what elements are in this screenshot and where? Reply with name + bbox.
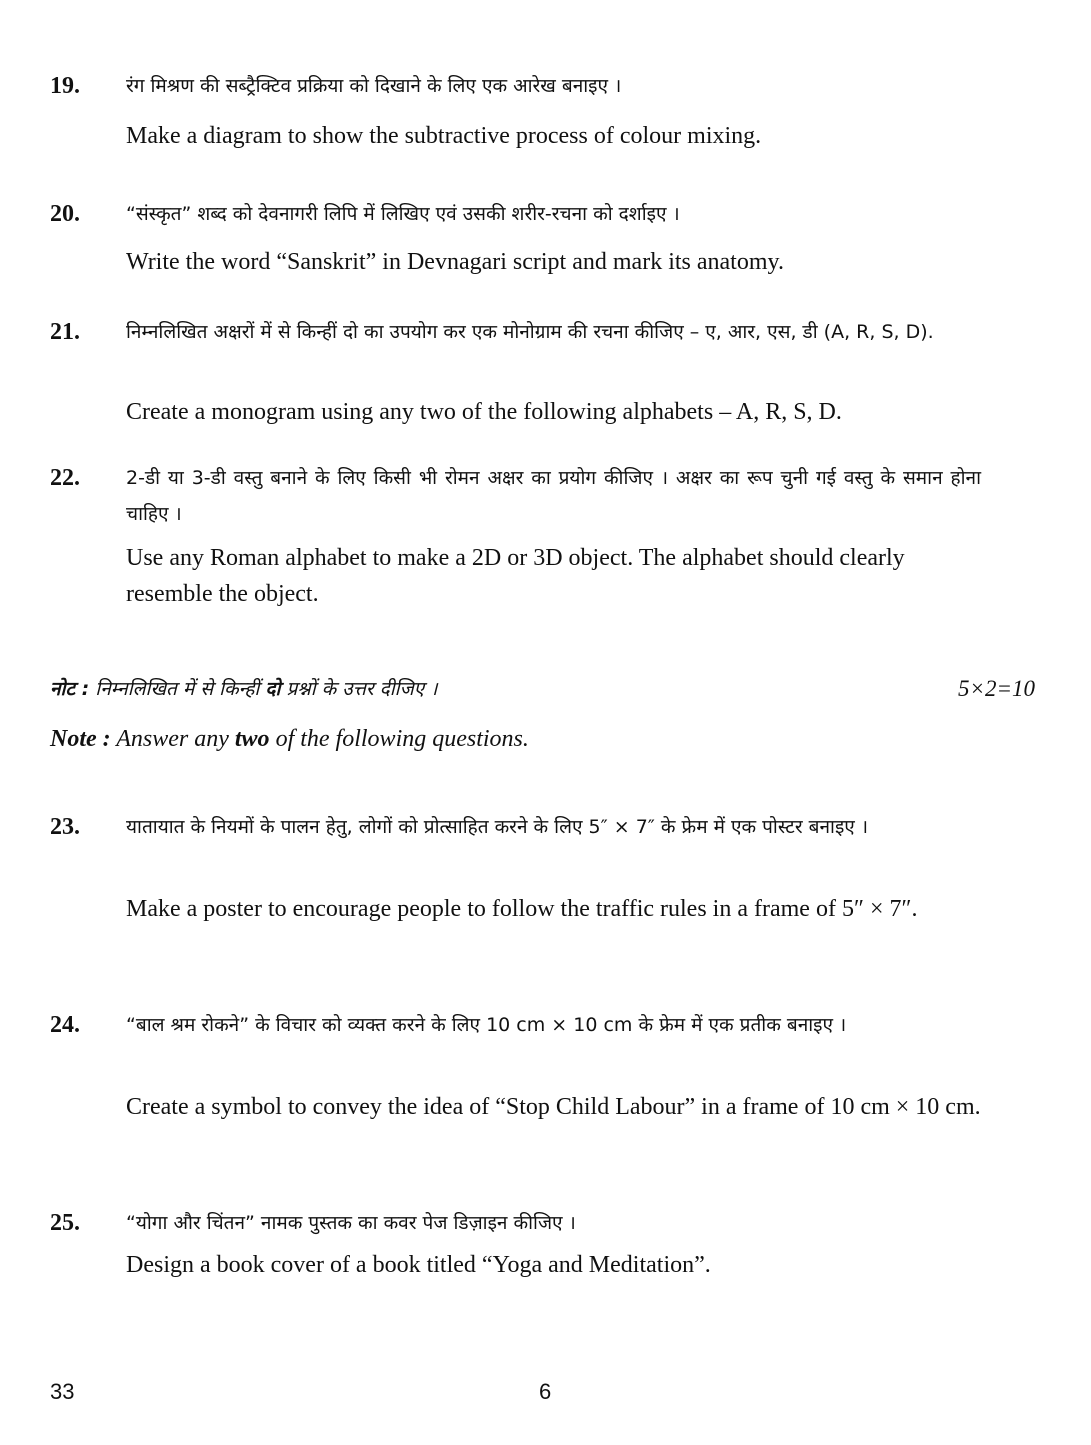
note-label-english: Note :: [50, 726, 111, 752]
question-number: 21.: [50, 319, 80, 345]
question-text-hindi: रंग मिश्रण की सब्ट्रैक्टिव प्रक्रिया को दिखाने के लिए एक आरेख बनाइए ।: [126, 75, 622, 97]
question-number: 19.: [50, 73, 80, 99]
question-text-hindi: “योगा और चिंतन” नामक पुस्तक का कवर पेज डिज़ाइन कीजिए ।: [126, 1212, 576, 1234]
question-text-english: Use any Roman alphabet to make a 2D or 3D object. The alphabet should clearly resemble the object.: [126, 545, 905, 607]
note-text-english-1: Answer any: [110, 726, 235, 752]
question-text-hindi: निम्नलिखित अक्षरों में से किन्हीं दो का उपयोग कर एक मोनोग्राम की रचना कीजिए – ए, आर, एस, डी (A, R, S, D).: [126, 321, 934, 343]
note-english: [50, 722, 529, 756]
note-text-english-2: of the following questions.: [269, 726, 529, 752]
question-text-hindi: यातायात के नियमों के पालन हेतु, लोगों को प्रोत्साहित करने के लिए 5″ × 7″ के फ्रेम में एक पोस्टर बनाइए ।: [126, 816, 869, 838]
page-number: 6: [539, 1379, 552, 1404]
question-text-english: Create a symbol to convey the idea of “Stop Child Labour” in a frame of 10 cm × 10 cm.: [126, 1094, 981, 1120]
question-number: 20.: [50, 201, 80, 227]
question-text-english: Write the word “Sanskrit” in Devnagari script and mark its anatomy.: [126, 249, 784, 275]
question-text-hindi: 2-डी या 3-डी वस्तु बनाने के लिए किसी भी रोमन अक्षर का प्रयोग कीजिए । अक्षर का रूप चुनी गई वस्तु के समान होना चाहिए ।: [126, 467, 981, 525]
question-number: 24.: [50, 1012, 80, 1038]
note-bold-hindi: दो: [265, 678, 281, 700]
question-number: 22.: [50, 465, 80, 491]
note-hindi: [50, 672, 930, 706]
note-text-hindi-2: प्रश्नों के उत्तर दीजिए ।: [280, 678, 438, 700]
question-number: 25.: [50, 1210, 80, 1236]
question-text-english: Create a monogram using any two of the following alphabets – A, R, S, D.: [126, 399, 842, 425]
question-text-english: Design a book cover of a book titled “Yoga and Meditation”.: [126, 1252, 711, 1278]
question-number: 23.: [50, 814, 80, 840]
question-text-hindi: “बाल श्रम रोकने” के विचार को व्यक्त करने के लिए 10 cm × 10 cm के फ्रेम में एक प्रतीक बनाइए ।: [126, 1014, 847, 1036]
note-text-hindi-1: निम्नलिखित में से किन्हीं: [89, 678, 266, 700]
marks-allocation: 5×2=10: [957, 676, 1035, 701]
question-text-english: Make a poster to encourage people to follow the traffic rules in a frame of 5″ × 7″.: [126, 896, 918, 922]
note-bold-english: two: [234, 726, 270, 752]
paper-code: 33: [50, 1379, 75, 1404]
question-text-hindi: “संस्कृत” शब्द को देवनागरी लिपि में लिखिए एवं उसकी शरीर-रचना को दर्शाइए ।: [126, 203, 680, 225]
note-label-hindi: नोट :: [50, 678, 90, 700]
question-text-english: Make a diagram to show the subtractive process of colour mixing.: [126, 123, 762, 149]
